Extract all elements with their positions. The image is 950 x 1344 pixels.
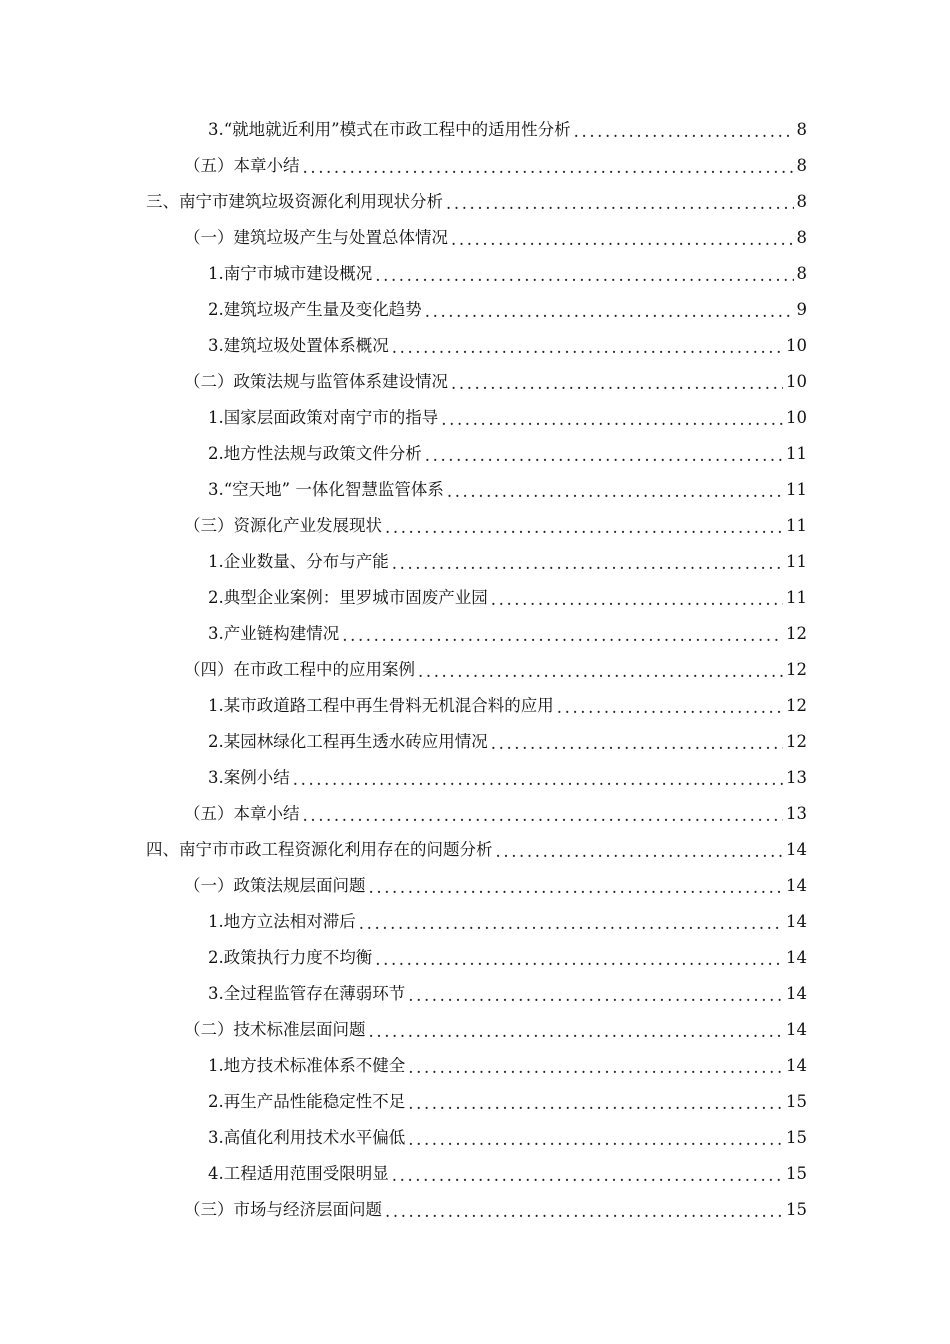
toc-entry[interactable] [184, 1012, 807, 1048]
toc-entry-page-number: 14 [786, 1020, 807, 1039]
toc-entry[interactable] [208, 1120, 807, 1156]
toc-entry-title: 2.地方性法规与政策文件分析 [208, 444, 422, 463]
toc-entry[interactable] [208, 400, 807, 436]
toc-entry-title: 1.某市政道路工程中再生骨料无机混合料的应用 [208, 696, 554, 715]
toc-dot-leader [359, 914, 783, 934]
toc-entry-page-number: 10 [786, 408, 807, 427]
toc-entry-page-number: 15 [786, 1128, 807, 1147]
toc-entry-title: 1.企业数量、分布与产能 [208, 552, 389, 571]
toc-entry-page-number: 11 [786, 552, 807, 571]
toc-dot-leader [557, 698, 783, 718]
toc-entry-page-number: 14 [786, 840, 807, 859]
toc-entry-title: 3.建筑垃圾处置体系概况 [208, 336, 389, 355]
toc-dot-leader [392, 554, 783, 574]
toc-entry[interactable] [146, 832, 807, 868]
toc-entry[interactable] [184, 652, 807, 688]
toc-entry-title: 2.某园林绿化工程再生透水砖应用情况 [208, 732, 488, 751]
toc-entry-title: （四）在市政工程中的应用案例 [184, 660, 415, 679]
toc-entry[interactable] [208, 1156, 807, 1192]
toc-dot-leader [446, 194, 794, 214]
toc-dot-leader [369, 1022, 784, 1042]
toc-entry-page-number: 12 [786, 624, 807, 643]
toc-entry-title: （三）资源化产业发展现状 [184, 516, 382, 535]
toc-entry[interactable] [208, 724, 807, 760]
toc-entry[interactable] [208, 904, 807, 940]
toc-entry[interactable] [208, 688, 807, 724]
toc-entry[interactable] [184, 364, 807, 400]
toc-entry[interactable] [184, 796, 807, 832]
toc-entry-page-number: 14 [786, 948, 807, 967]
toc-entry-page-number: 14 [786, 912, 807, 931]
toc-entry[interactable] [208, 1048, 807, 1084]
toc-entry-title: （三）市场与经济层面问题 [184, 1200, 382, 1219]
toc-entry-page-number: 14 [786, 1056, 807, 1075]
toc-dot-leader [342, 626, 783, 646]
toc-entry[interactable] [208, 256, 807, 292]
toc-entry-page-number: 14 [786, 984, 807, 1003]
toc-entry[interactable] [208, 976, 807, 1012]
toc-entry-title: 1.地方技术标准体系不健全 [208, 1056, 406, 1075]
toc-entry[interactable] [146, 184, 807, 220]
toc-entry-title: 4.工程适用范围受限明显 [208, 1164, 389, 1183]
toc-entry[interactable] [208, 616, 807, 652]
toc-entry-title: 2.建筑垃圾产生量及变化趋势 [208, 300, 422, 319]
toc-entry-title: 2.典型企业案例：里罗城市固废产业园 [208, 588, 488, 607]
toc-entry-title: （五）本章小结 [184, 804, 300, 823]
toc-dot-leader [375, 950, 783, 970]
toc-entry-title: 1.地方立法相对滞后 [208, 912, 356, 931]
toc-dot-leader [408, 1094, 783, 1114]
toc-entry[interactable] [208, 472, 807, 508]
toc-entry-page-number: 12 [786, 732, 807, 751]
toc-entry-page-number: 8 [796, 192, 807, 211]
toc-entry-title: 1.南宁市城市建设概况 [208, 264, 373, 283]
toc-entry-page-number: 11 [786, 480, 807, 499]
toc-dot-leader [385, 1202, 783, 1222]
toc-entry[interactable] [208, 1084, 807, 1120]
toc-entry[interactable] [208, 112, 807, 148]
toc-dot-leader [392, 1166, 783, 1186]
toc-entry[interactable] [208, 292, 807, 328]
toc-dot-leader [425, 302, 794, 322]
toc-entry-page-number: 15 [786, 1164, 807, 1183]
toc-dot-leader [425, 446, 783, 466]
toc-entry-page-number: 14 [786, 876, 807, 895]
toc-dot-leader [408, 1058, 783, 1078]
toc-entry-page-number: 15 [786, 1092, 807, 1111]
toc-entry-page-number: 13 [786, 768, 807, 787]
toc-dot-leader [293, 770, 783, 790]
toc-entry-title: 3.“空天地” 一体化智慧监管体系 [208, 480, 444, 499]
toc-entry-page-number: 12 [786, 696, 807, 715]
toc-entry-title: （一）政策法规层面问题 [184, 876, 366, 895]
toc-dot-leader [491, 734, 783, 754]
toc-entry-page-number: 11 [786, 588, 807, 607]
toc-entry-title: 1.国家层面政策对南宁市的指导 [208, 408, 439, 427]
toc-entry-page-number: 12 [786, 660, 807, 679]
toc-entry[interactable] [184, 508, 807, 544]
table-of-contents [0, 112, 950, 1228]
toc-entry-title: （二）技术标准层面问题 [184, 1020, 366, 1039]
toc-entry-title: 3.案例小结 [208, 768, 290, 787]
toc-dot-leader [447, 482, 783, 502]
toc-dot-leader [491, 590, 783, 610]
toc-dot-leader [369, 878, 784, 898]
toc-entry-page-number: 10 [786, 372, 807, 391]
toc-entry-page-number: 8 [796, 228, 807, 247]
toc-dot-leader [451, 374, 783, 394]
toc-entry-page-number: 11 [786, 516, 807, 535]
toc-dot-leader [408, 1130, 783, 1150]
toc-entry[interactable] [208, 580, 807, 616]
toc-dot-leader [303, 158, 794, 178]
toc-entry-page-number: 8 [796, 156, 807, 175]
toc-entry-title: （五）本章小结 [184, 156, 300, 175]
toc-entry[interactable] [184, 148, 807, 184]
toc-entry[interactable] [208, 328, 807, 364]
toc-entry-title: 3.产业链构建情况 [208, 624, 340, 643]
toc-entry-page-number: 11 [786, 444, 807, 463]
toc-dot-leader [303, 806, 784, 826]
toc-entry[interactable] [208, 940, 807, 976]
toc-dot-leader [418, 662, 783, 682]
toc-entry[interactable] [184, 1192, 807, 1228]
toc-entry-page-number: 9 [796, 300, 807, 319]
toc-entry[interactable] [184, 868, 807, 904]
toc-entry-title: 2.政策执行力度不均衡 [208, 948, 373, 967]
toc-entry-title: （一）建筑垃圾产生与处置总体情况 [184, 228, 448, 247]
toc-dot-leader [385, 518, 783, 538]
toc-entry-page-number: 8 [796, 264, 807, 283]
toc-entry-page-number: 13 [786, 804, 807, 823]
toc-dot-leader [441, 410, 783, 430]
toc-entry-page-number: 8 [796, 120, 807, 139]
toc-entry[interactable] [208, 760, 807, 796]
toc-entry-title: 3.全过程监管存在薄弱环节 [208, 984, 406, 1003]
toc-dot-leader [574, 122, 794, 142]
toc-dot-leader [408, 986, 783, 1006]
toc-entry-title: （二）政策法规与监管体系建设情况 [184, 372, 448, 391]
toc-entry[interactable] [184, 220, 807, 256]
toc-entry-title: 3.“就地就近利用”模式在市政工程中的适用性分析 [208, 120, 571, 139]
toc-dot-leader [451, 230, 794, 250]
toc-entry-title: 3.高值化利用技术水平偏低 [208, 1128, 406, 1147]
toc-entry-title: 四、南宁市市政工程资源化利用存在的问题分析 [146, 840, 493, 859]
toc-dot-leader [375, 266, 793, 286]
toc-entry[interactable] [208, 544, 807, 580]
toc-entry-title: 2.再生产品性能稳定性不足 [208, 1092, 406, 1111]
toc-entry-page-number: 10 [786, 336, 807, 355]
toc-dot-leader [392, 338, 783, 358]
toc-dot-leader [496, 842, 784, 862]
toc-entry-title: 三、南宁市建筑垃圾资源化利用现状分析 [146, 192, 443, 211]
toc-entry-page-number: 15 [786, 1200, 807, 1219]
toc-entry[interactable] [208, 436, 807, 472]
